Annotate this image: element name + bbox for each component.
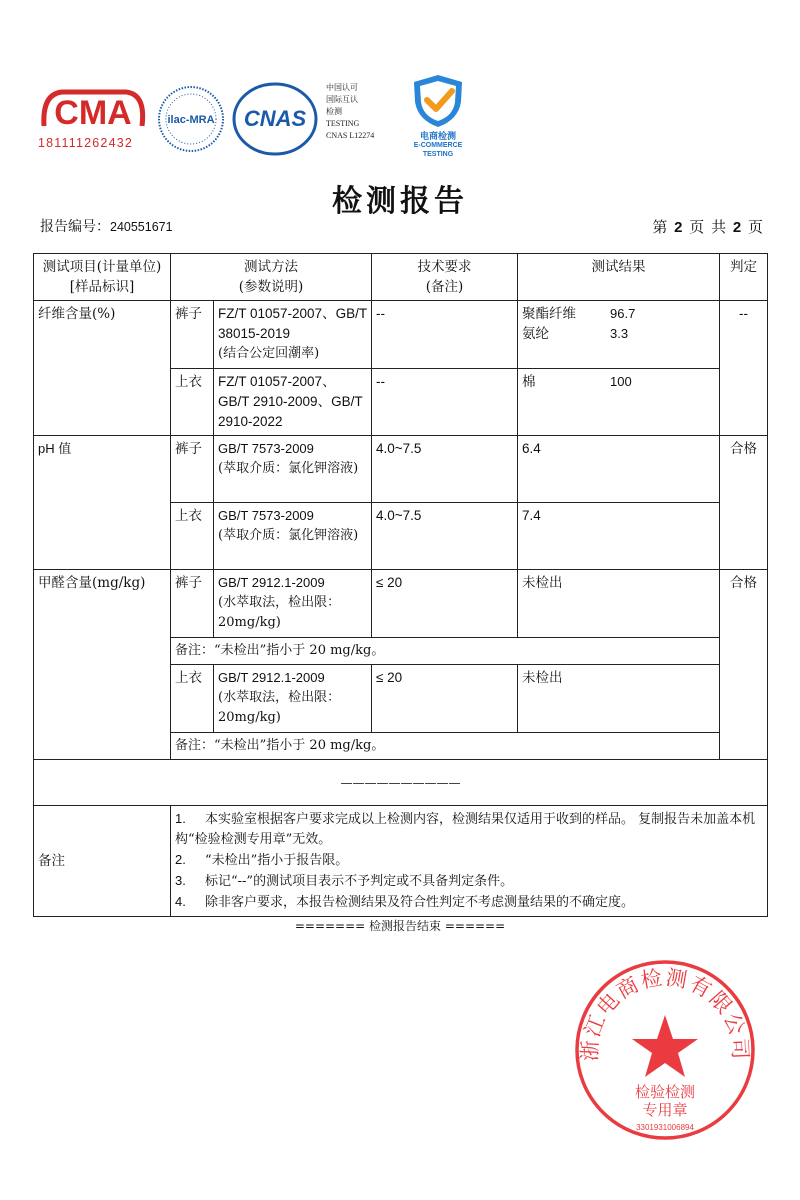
list-item [175, 809, 763, 850]
method-standard: GB/T 7573-2009 [218, 508, 314, 523]
test-results-table [33, 253, 768, 917]
cnas-logo [232, 82, 318, 160]
remark-row: 备注：“未检出”指小于 20 mg/kg。 [171, 733, 720, 760]
cma-phone: 181111262432 [38, 136, 134, 150]
fiber-name: 棉 [522, 374, 536, 390]
note-text: “未检出”指小于报告限。 [205, 853, 349, 868]
result-cell: 未检出 [518, 570, 720, 638]
sample-part: 裤子 [171, 570, 214, 638]
method-standard: GB/T 2912.1-2009 [218, 670, 325, 685]
requirement-cell: ≤ 20 [372, 665, 518, 733]
requirement-cell: -- [372, 369, 518, 436]
cnas-caption [326, 82, 374, 142]
header-result: 测试结果 [518, 254, 720, 301]
table-row [34, 760, 768, 806]
sample-part: 上衣 [171, 503, 214, 570]
header-req-line2: (备注) [425, 279, 464, 295]
notes-cell [171, 806, 768, 917]
header-method-line2: (参数说明) [238, 279, 304, 295]
method-cell [214, 570, 372, 638]
requirement-cell: -- [372, 301, 518, 369]
fiber-value: 100 [610, 374, 632, 389]
end-divider: —————————— [34, 760, 768, 806]
method-cell [214, 436, 372, 503]
certification-logos [30, 70, 470, 160]
fiber-verdict: -- [720, 301, 768, 436]
note-number: 3. [175, 873, 186, 888]
ec-sub: E-COMMERCE TESTING [413, 142, 463, 158]
seal-company: 浙江电商检测有限公司 [577, 965, 753, 1062]
method-note: (水萃取法，检出限：20mg/kg) [218, 690, 341, 725]
result-cell: 7.4 [518, 503, 720, 570]
header-item-line2: [样品标识] [69, 279, 135, 295]
list-item [175, 871, 763, 892]
header-method [171, 254, 372, 301]
fiber-name: 聚酯纤维 [522, 306, 577, 322]
method-cell [214, 665, 372, 733]
ilac-logo [156, 84, 226, 158]
result-cell [518, 369, 720, 436]
official-seal [570, 955, 760, 1145]
fiber-value: 96.7 [610, 306, 636, 321]
sample-part: 上衣 [171, 665, 214, 733]
requirement-cell: 4.0~7.5 [372, 503, 518, 570]
result-cell: 6.4 [518, 436, 720, 503]
seal-line2: 专用章 [642, 1101, 688, 1119]
document-title: 检测报告 [332, 184, 468, 219]
method-cell [214, 301, 372, 369]
method-standard: FZ/T 01057-2007、GB/T 38015-2019 [218, 306, 367, 341]
sample-part: 裤子 [171, 436, 214, 503]
result-cell [518, 301, 720, 369]
remark-row: 备注：“未检出”指小于 20 mg/kg。 [171, 638, 720, 665]
table-row [34, 436, 768, 503]
notes-list [175, 809, 763, 913]
ph-item-label: pH 值 [38, 441, 72, 456]
ph-item [34, 436, 171, 570]
result-line [522, 324, 715, 344]
method-standard: GB/T 7573-2009 [218, 441, 314, 456]
formaldehyde-verdict: 合格 [720, 570, 768, 760]
result-cell: 未检出 [518, 665, 720, 733]
requirement-cell: ≤ 20 [372, 570, 518, 638]
ec-label: 电商检测 [419, 131, 456, 141]
notes-label: 备注 [34, 806, 171, 917]
seal-code: 3301931006894 [636, 1123, 694, 1132]
fiber-name: 氨纶 [522, 326, 550, 342]
requirement-cell: 4.0~7.5 [372, 436, 518, 503]
report-end-marker: ======= 检测报告结束 ====== [294, 919, 506, 933]
method-note: (水萃取法，检出限：20mg/kg) [218, 595, 341, 630]
method-standard: GB/T 2912.1-2009 [218, 575, 325, 590]
header-item-line1: 测试项目(计量单位) [42, 259, 162, 275]
method-standard: FZ/T 01057-2007、GB/T 2910-2009、GB/T 2910-2022 [214, 369, 372, 436]
notes-row [34, 806, 768, 917]
sample-part: 上衣 [171, 369, 214, 436]
method-note: (萃取介质：氯化钾溶液) [218, 528, 359, 543]
note-text: 标记“--”的测试项目表示不予判定或不具备判定条件。 [205, 874, 514, 889]
page-total: 2 [732, 219, 743, 236]
note-number: 2. [175, 852, 186, 867]
report-number-label: 报告编号： [40, 219, 110, 235]
note-text: 除非客户要求，本报告检测结果及符合性判定不考虑测量结果的不确定度。 [205, 895, 635, 910]
page-current: 2 [674, 219, 684, 236]
note-number: 4. [175, 894, 186, 909]
method-note: (萃取介质：氯化钾溶液) [218, 461, 359, 476]
page-pre: 第 [652, 218, 669, 236]
result-line [522, 372, 715, 392]
cma-logo [38, 86, 148, 136]
header-item [34, 254, 171, 301]
sample-part: 裤子 [171, 301, 214, 369]
cnas-logo-text: CNAS [243, 106, 307, 131]
cnas-line: CNAS L12274 [326, 131, 375, 140]
seal-line1: 检验检测 [634, 1083, 696, 1101]
header-requirement [372, 254, 518, 301]
page-counter [652, 216, 764, 237]
ph-verdict: 合格 [720, 436, 768, 570]
page-mid: 页 共 [689, 218, 728, 236]
ecommerce-testing-shield-icon [408, 72, 468, 134]
cnas-line: 检测 [326, 107, 342, 116]
fiber-item: 纤维含量(%) [34, 301, 171, 436]
list-item [175, 892, 763, 913]
cnas-line: 国际互认 [326, 95, 358, 104]
report-number-line [40, 216, 173, 236]
note-number: 1. [175, 811, 186, 826]
ecommerce-caption [398, 132, 478, 159]
header-req-line1: 技术要求 [417, 259, 472, 275]
ilac-logo-text: ilac-MRA [167, 114, 215, 126]
fiber-value: 3.3 [610, 326, 629, 341]
cma-logo-text: CMA [54, 94, 132, 132]
cnas-line: TESTING [326, 119, 360, 128]
cnas-line: 中国认可 [326, 83, 358, 92]
header-method-line1: 测试方法 [244, 259, 298, 275]
list-item [175, 850, 763, 871]
table-row [34, 301, 768, 369]
page-post: 页 [747, 218, 764, 236]
header-verdict: 判定 [720, 254, 768, 301]
formaldehyde-item: 甲醛含量(mg/kg) [34, 570, 171, 760]
table-row [34, 570, 768, 638]
seal-star-icon [632, 1015, 698, 1077]
table-header-row [34, 254, 768, 301]
result-line [522, 304, 715, 324]
report-number: 240551671 [110, 220, 173, 234]
method-note: (结合公定回潮率) [218, 346, 320, 361]
method-cell [214, 503, 372, 570]
note-text: 本实验室根据客户要求完成以上检测内容，检测结果仅适用于收到的样品。 复制报告未加盖本机构“检验检测专用章”无效。 [175, 812, 756, 847]
